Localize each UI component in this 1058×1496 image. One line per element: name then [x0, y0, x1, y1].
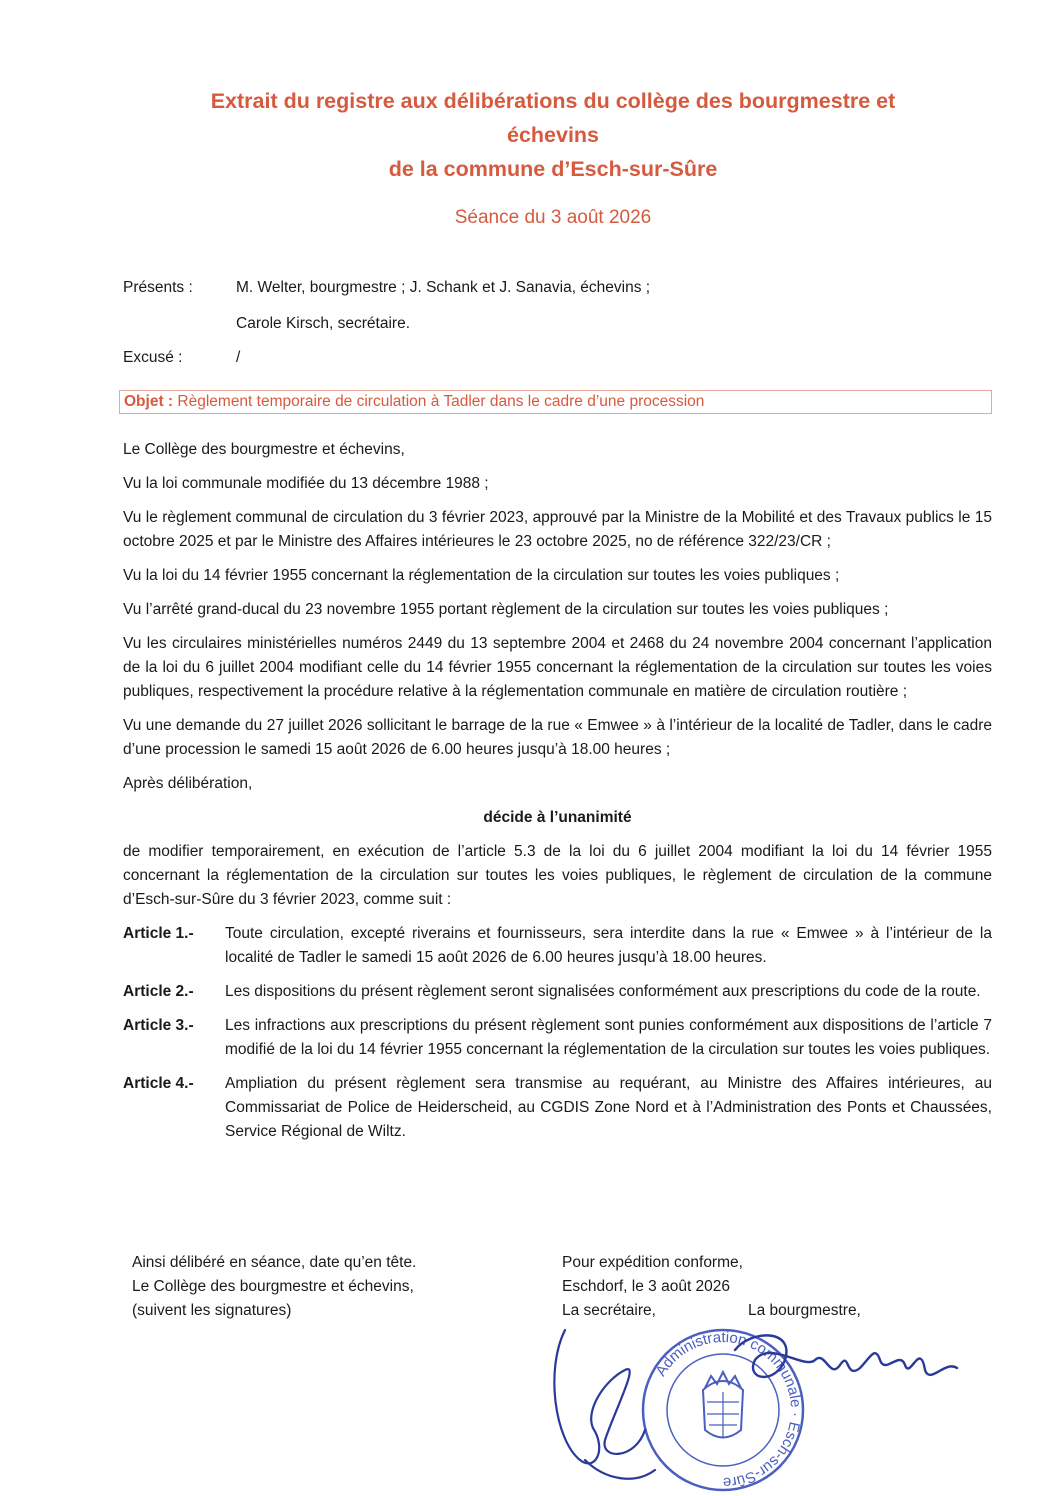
- article-label: Article 3.-: [123, 1017, 194, 1034]
- paragraph-loi-communale: Vu la loi communale modifiée du 13 décembre 1988 ;: [123, 475, 489, 492]
- paragraph-apres: Après délibération,: [123, 775, 253, 792]
- article-text: Les infractions aux prescriptions du présent règlement sont punies conformément aux dispositions de l’article 7 modifié de la loi du 14 février 1955 concernant la réglementation de la circulation sur toutes les voies publiques.: [225, 1017, 992, 1058]
- article-label: Article 4.-: [123, 1075, 194, 1092]
- article-label: Article 1.-: [123, 925, 194, 942]
- article-4: [123, 1072, 992, 1144]
- closing-left-line-3: (suivent les signatures): [132, 1302, 292, 1319]
- article-1: [123, 922, 992, 970]
- closing-left-line-2: Le Collège des bourgmestre et échevins,: [132, 1278, 414, 1295]
- decision-heading: décide à l’unanimité: [483, 809, 632, 826]
- closing-left: [132, 1251, 416, 1323]
- presents-row-2: [123, 312, 410, 336]
- seance-date: Séance du 3 août 2026: [454, 207, 652, 228]
- excuse-label: Excusé :: [123, 349, 183, 366]
- paragraph-arrete: Vu l’arrêté grand-ducal du 23 novembre 1955 portant règlement de la circulation sur toutes les voies publiques ;: [123, 601, 889, 618]
- article-text: Les dispositions du présent règlement seront signalisées conformément aux prescriptions du code de la route.: [225, 983, 981, 1000]
- document-header: [60, 84, 1046, 230]
- presents-line-1: M. Welter, bourgmestre ; J. Schank et J. Sanavia, échevins ;: [236, 279, 651, 296]
- paragraph-loi-1955: Vu la loi du 14 février 1955 concernant la réglementation de la circulation sur toutes les voies publiques ;: [123, 567, 840, 584]
- deliberation-body: [123, 438, 992, 1154]
- secretaire-title: La secrétaire,: [562, 1302, 656, 1319]
- presents-label: Présents :: [123, 279, 193, 296]
- objet-label: Objet :: [124, 393, 174, 410]
- closing-right-line-2: Eschdorf, le 3 août 2026: [562, 1278, 731, 1295]
- title-line-3: de la commune d’Esch-sur-Sûre: [388, 157, 718, 181]
- paragraph-circulaires: Vu les circulaires ministérielles numéros 2449 du 13 septembre 2004 et 2468 du 24 novembre 2004 concernant l’application de la loi du 6 juillet 2004 modifiant celle du 14 février 1955 concernant la réglementation de la circulation sur toutes les voies publiques, respectivement la procédure relative à la réglementation communale en matière de circulation routière ;: [123, 635, 992, 700]
- paragraph-demande: Vu une demande du 27 juillet 2026 sollicitant le barrage de la rue « Emwee » à l’intérieur de la localité de Tadler, dans le cadre d’une procession le samedi 15 août 2026 de 6.00 heures jusqu’à 18.00 heures ;: [123, 717, 992, 758]
- seal-text: Administration communale · Esch-sur-Sûre: [652, 1328, 805, 1492]
- excuse-row: [123, 346, 240, 370]
- closing-left-line-1: Ainsi délibéré en séance, date qu’en tête.: [132, 1254, 417, 1271]
- article-3: [123, 1014, 992, 1062]
- article-label: Article 2.-: [123, 983, 194, 1000]
- title-line-1: Extrait du registre aux délibérations du collège des bourgmestre et: [210, 89, 896, 113]
- article-2: [123, 980, 992, 1004]
- paragraph-college: Le Collège des bourgmestre et échevins,: [123, 441, 405, 458]
- objet-box: [119, 390, 992, 414]
- objet-text: Règlement temporaire de circulation à Tadler dans le cadre d’une procession: [177, 393, 705, 410]
- paragraph-modifier: de modifier temporairement, en exécution de l’article 5.3 de la loi du 6 juillet 2004 modifiant la loi du 14 février 1955 concernant la réglementation de la circulation sur toutes les voies publiques, le règlement de circulation de la commune d’Esch-sur-Sûre du 3 février 2023, comme suit :: [123, 843, 992, 908]
- article-text: Ampliation du présent règlement sera transmise au requérant, au Ministre des Affaires intérieures, au Commissariat de Police de Heiderscheid, au CGDIS Zone Nord et à l’Administration des Ponts et Chaussées, Service Régional de Wiltz.: [225, 1075, 992, 1140]
- signatures-and-seal: [545, 1310, 965, 1495]
- paragraph-reglement-communal: Vu le règlement communal de circulation du 3 février 2023, approuvé par la Ministre de la Mobilité et des Travaux publics le 15 octobre 2025 et par le Ministre des Affaires intérieures le 23 octobre 2025, no de référence 322/23/CR ;: [123, 509, 992, 550]
- excuse-value: /: [236, 349, 241, 366]
- presents-line-2: Carole Kirsch, secrétaire.: [236, 315, 411, 332]
- bourgmestre-title: La bourgmestre,: [748, 1302, 861, 1319]
- closing-right-line-1: Pour expédition conforme,: [562, 1254, 743, 1271]
- secretary-signature: [554, 1330, 655, 1479]
- title-line-2: échevins: [506, 123, 600, 147]
- presents-row: [123, 276, 650, 300]
- article-text: Toute circulation, excepté riverains et fournisseurs, sera interdite dans la rue « Emwee » à l’intérieur de la localité de Tadler le samedi 15 août 2026 de 6.00 heures jusqu’à 18.00 heures.: [225, 925, 992, 966]
